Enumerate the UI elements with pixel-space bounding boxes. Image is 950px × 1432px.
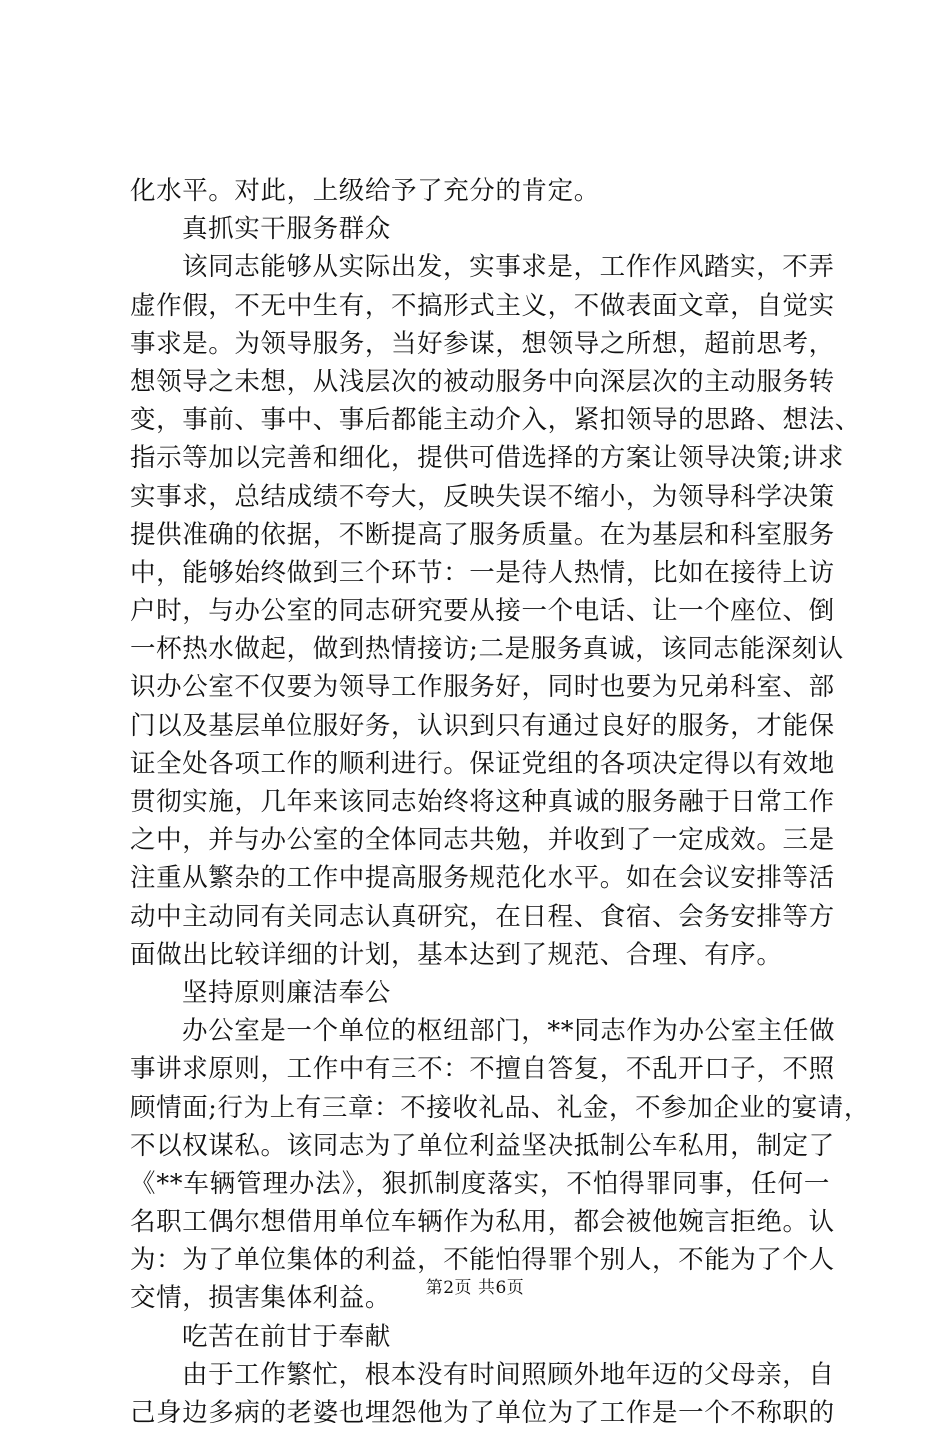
text-line: 识办公室不仅要为领导工作服务好，同时也要为兄弟科室、部 xyxy=(130,672,835,703)
text-line: 指示等加以完善和细化，提供可借选择的方案让领导决策;讲求 xyxy=(130,443,844,474)
text-line: 顾情面;行为上有三章：不接收礼品、礼金，不参加企业的宴请， xyxy=(130,1092,870,1123)
text-line: 事讲求原则，工作中有三不：不擅自答复，不乱开口子，不照 xyxy=(130,1054,835,1085)
text-line: 之中，并与办公室的全体同志共勉，并收到了一定成效。三是 xyxy=(130,825,835,856)
text-line: 己身边多病的老婆也埋怨他为了单位为了工作是一个不称职的 xyxy=(130,1398,835,1428)
section-heading: 真抓实干服务群众 xyxy=(182,214,391,245)
text-line: 变，事前、事中、事后都能主动介入，紧扣领导的思路、想法、 xyxy=(130,405,861,436)
text-line: 提供准确的依据，不断提高了服务质量。在为基层和科室服务 xyxy=(130,519,835,550)
text-line: 注重从繁杂的工作中提高服务规范化水平。如在会议安排等活 xyxy=(130,863,835,894)
section-heading: 吃苦在前甘于奉献 xyxy=(182,1321,391,1352)
text-line: 贯彻实施，几年来该同志始终将这种真诚的服务融于日常工作 xyxy=(130,787,835,817)
text-line: 不以权谋私。该同志为了单位利益坚决抵制公车私用，制定了 xyxy=(130,1130,835,1161)
text-line: 动中主动同有关同志认真研究，在日程、食宿、会务安排等方 xyxy=(130,901,835,932)
text-line: 为：为了单位集体的利益，不能怕得罪个别人，不能为了个人 xyxy=(130,1245,835,1276)
text-line: 《**车辆管理办法》，狠抓制度落实，不怕得罪同事，任何一 xyxy=(130,1168,830,1199)
text-line: 实事求，总结成绩不夸大，反映失误不缩小，为领导科学决策 xyxy=(130,481,835,512)
text-line: 交情，损害集体利益。 xyxy=(130,1283,392,1314)
document-body xyxy=(130,172,870,1432)
text-line: 办公室是一个单位的枢纽部门，**同志作为办公室主任做 xyxy=(182,1016,836,1047)
text-line: 中，能够始终做到三个环节：一是待人热情，比如在接待上访 xyxy=(130,557,835,588)
text-line: 门以及基层单位服好务，认识到只有通过良好的服务，才能保 xyxy=(130,710,835,741)
text-line: 面做出比较详细的计划，基本达到了规范、合理、有序。 xyxy=(130,939,783,970)
text-line: 事求是。为领导服务，当好参谋，想领导之所想，超前思考， xyxy=(130,328,835,359)
text-line: 一杯热水做起，做到热情接访;二是服务真诚，该同志能深刻认 xyxy=(130,634,844,665)
page-footer: 第2页 共6页 xyxy=(425,1278,525,1298)
section-heading: 坚持原则廉洁奉公 xyxy=(182,977,391,1008)
text-line: 证全处各项工作的顺利进行。保证党组的各项决定得以有效地 xyxy=(130,748,835,779)
text-line: 名职工偶尔想借用单位车辆作为私用，都会被他婉言拒绝。认 xyxy=(130,1207,835,1238)
text-line: 想领导之未想，从浅层次的被动服务中向深层次的主动服务转 xyxy=(130,366,835,397)
text-line: 由于工作繁忙，根本没有时间照顾外地年迈的父母亲，自 xyxy=(182,1359,835,1390)
text-line: 户时，与办公室的同志研究要从接一个电话、让一个座位、倒 xyxy=(130,596,835,627)
text-line: 虚作假，不无中生有，不搞形式主义，不做表面文章，自觉实 xyxy=(130,290,835,321)
text-line: 该同志能够从实际出发，实事求是，工作作风踏实，不弄 xyxy=(182,252,835,283)
text-line: 化水平。对此，上级给予了充分的肯定。 xyxy=(130,176,600,206)
